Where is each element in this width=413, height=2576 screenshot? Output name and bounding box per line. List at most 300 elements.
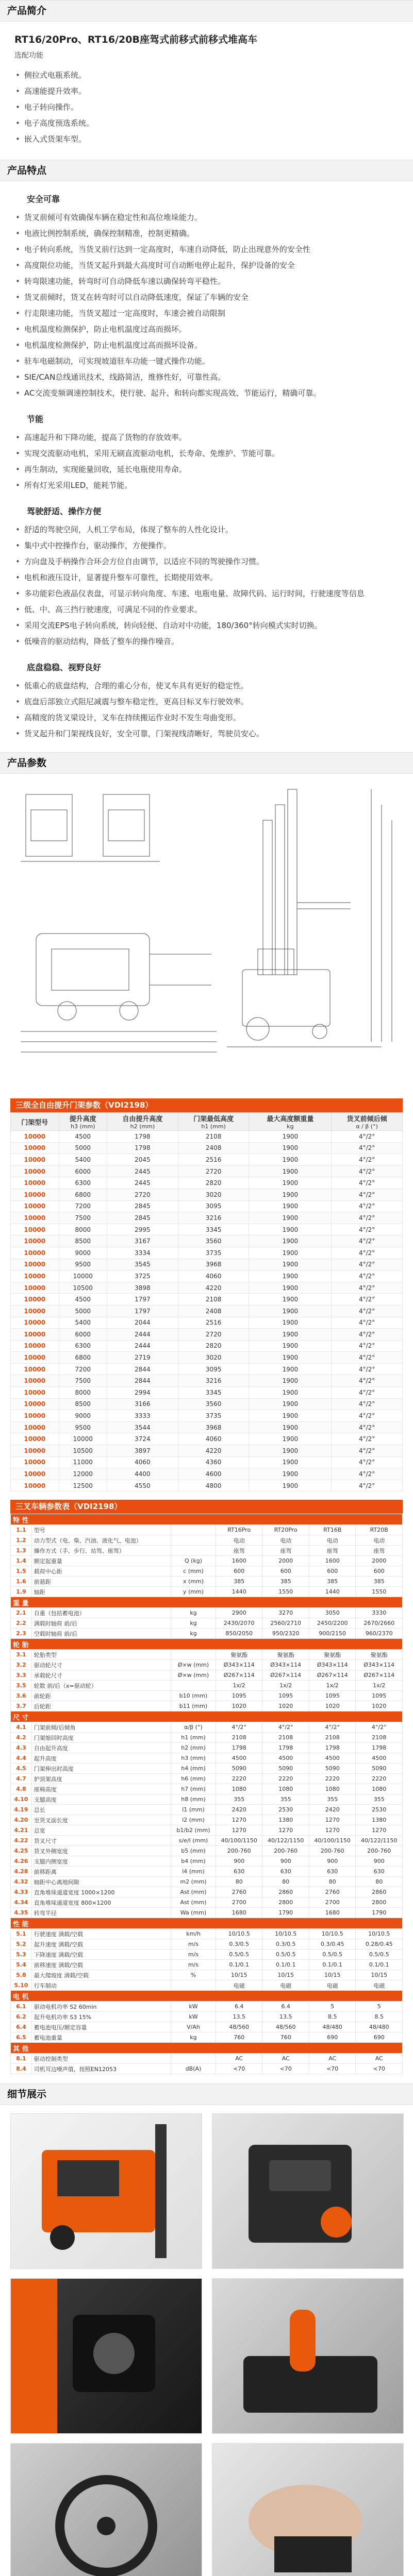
spec-table-cell: 4.20 bbox=[11, 1815, 32, 1825]
mast-table-cell: 3345 bbox=[178, 1224, 249, 1235]
mast-table-cell: 3968 bbox=[178, 1259, 249, 1270]
spec-table-cell: 最大爬坡度 满载/空载 bbox=[31, 1970, 171, 1980]
spec-table-cell: m/s bbox=[171, 1950, 216, 1960]
spec-group-title: 特 性 bbox=[11, 1514, 403, 1525]
mast-table-cell: 8500 bbox=[59, 1398, 107, 1410]
spec-table-cell: RT16B bbox=[309, 1525, 356, 1535]
spec-table-cell: 385 bbox=[216, 1577, 262, 1587]
spec-table-cell: 1440 bbox=[216, 1587, 262, 1597]
spec-table-cell: <70 bbox=[216, 2064, 262, 2074]
mast-table-row bbox=[11, 1480, 403, 1492]
photo-truck-front bbox=[10, 2113, 202, 2269]
feature-item: • 高度限位功能，当货叉起升到最大高度时可自动断电停止起升，保护设备的安全 bbox=[15, 258, 413, 274]
spec-table-cell: Wa (mm) bbox=[171, 1908, 216, 1918]
mast-header-label: 自由提升高度 bbox=[122, 1115, 163, 1123]
mast-table-row bbox=[11, 1235, 403, 1247]
mast-table-cell: 1900 bbox=[249, 1259, 332, 1270]
mast-table-cell: 10000 bbox=[11, 1247, 59, 1259]
mast-table-title: 三级全自由提升门架参数（VDI2198） bbox=[10, 1098, 403, 1112]
spec-table-cell: 385 bbox=[262, 1577, 309, 1587]
spec-table-title: 三叉车辆参数表（VDI2198） bbox=[10, 1500, 403, 1514]
mast-table-cell: 2408 bbox=[178, 1305, 249, 1317]
spec-table-row bbox=[11, 2002, 403, 2012]
spec-table-cell: 蓄电池电压/额定容量 bbox=[31, 2022, 171, 2032]
mast-table-cell: 2445 bbox=[107, 1165, 178, 1177]
mast-table-cell: 10500 bbox=[59, 1445, 107, 1457]
spec-table-cell: 4.32 bbox=[11, 1877, 32, 1887]
spec-table-cell: 0.3/0.5 bbox=[216, 1939, 262, 1950]
mast-table-cell: 3968 bbox=[178, 1421, 249, 1433]
mast-table-cell: 10000 bbox=[11, 1480, 59, 1492]
mast-table-cell: 1900 bbox=[249, 1456, 332, 1468]
mast-table-cell: 1900 bbox=[249, 1247, 332, 1259]
mast-table-cell: 2516 bbox=[178, 1154, 249, 1166]
mast-table-cell: 4°/2° bbox=[332, 1421, 403, 1433]
spec-table-cell: 1.6 bbox=[11, 1577, 32, 1587]
spec-table-cell: 355 bbox=[262, 1794, 309, 1805]
spec-table-cell: 760 bbox=[262, 2032, 309, 2043]
spec-table-cell: m2 (mm) bbox=[171, 1877, 216, 1887]
feature-item: • 货叉起升和门架视线良好，安全可靠，门架视线清晰好，驾驶员安心。 bbox=[15, 726, 413, 742]
spec-table-cell: 0.1/0.1 bbox=[309, 1960, 356, 1970]
spec-table-cell: Ø267×114 bbox=[309, 1670, 356, 1681]
spec-table-cell: 4.21 bbox=[11, 1825, 32, 1836]
mast-table-cell: 10000 bbox=[11, 1165, 59, 1177]
spec-table-cell: 1380 bbox=[356, 1815, 403, 1825]
feature-item: • 驻车电磁制动，可实现坡道驻车功能一键式操作功能。 bbox=[15, 353, 413, 369]
spec-table-cell: 1270 bbox=[309, 1825, 356, 1836]
spec-table-cell: 0.1/0.1 bbox=[262, 1960, 309, 1970]
mast-table-cell: 2719 bbox=[107, 1352, 178, 1364]
spec-table-cell: 10/10.5 bbox=[309, 1929, 356, 1939]
spec-table-cell: 2800 bbox=[356, 1897, 403, 1908]
mast-table-cell: 3544 bbox=[107, 1421, 178, 1433]
spec-table-cell: 轮胎类型 bbox=[31, 1650, 171, 1660]
spec-table-row bbox=[11, 1794, 403, 1805]
mast-header-unit: h3 (mm) bbox=[71, 1123, 95, 1130]
mast-table-cell: 2720 bbox=[178, 1329, 249, 1341]
mast-table-row bbox=[11, 1445, 403, 1457]
mast-table-cell: 1900 bbox=[249, 1317, 332, 1329]
mast-table-row bbox=[11, 1387, 403, 1399]
spec-group-header bbox=[11, 1597, 403, 1608]
mast-table-cell: 8000 bbox=[59, 1387, 107, 1399]
spec-table-cell: AC bbox=[309, 2054, 356, 2064]
mast-table-row bbox=[11, 1294, 403, 1306]
mast-table-row bbox=[11, 1131, 403, 1143]
mast-table-cell: 2408 bbox=[178, 1142, 249, 1154]
mast-table-cell: 4°/2° bbox=[332, 1131, 403, 1143]
spec-table-cell: 前移距离 bbox=[31, 1867, 171, 1877]
mast-table-cell: 9500 bbox=[59, 1421, 107, 1433]
spec-table-cell: 4500 bbox=[309, 1753, 356, 1764]
spec-table-cell: 600 bbox=[356, 1566, 403, 1577]
spec-table-cell: Ø267×114 bbox=[262, 1670, 309, 1681]
spec-table-cell: 1790 bbox=[262, 1908, 309, 1918]
spec-table-row bbox=[11, 1650, 403, 1660]
mast-table-row bbox=[11, 1142, 403, 1154]
mast-table-row bbox=[11, 1340, 403, 1352]
mast-table-cell: 4060 bbox=[107, 1456, 178, 1468]
mast-table-cell: 10000 bbox=[11, 1433, 59, 1445]
spec-table-cell: 2220 bbox=[356, 1774, 403, 1784]
mast-table-cell: 10000 bbox=[11, 1352, 59, 1364]
mast-table-cell: 1900 bbox=[249, 1468, 332, 1480]
spec-group-title: 轮 胎 bbox=[11, 1639, 403, 1650]
mast-table-cell: 4°/2° bbox=[332, 1235, 403, 1247]
spec-table-cell: 座驾 bbox=[262, 1546, 309, 1556]
spec-table-cell: 1095 bbox=[309, 1691, 356, 1701]
mast-header-label: 门架型号 bbox=[21, 1118, 48, 1127]
mast-table-cell: 4800 bbox=[178, 1480, 249, 1492]
spec-table-cell: 4500 bbox=[216, 1753, 262, 1764]
mast-table-row bbox=[11, 1317, 403, 1329]
mast-table-cell: 1900 bbox=[249, 1282, 332, 1294]
mast-table-row bbox=[11, 1177, 403, 1189]
overview-bullet: • 高速能提升效率。 bbox=[15, 83, 413, 99]
spec-table-cell bbox=[171, 1681, 216, 1691]
spec-group-header bbox=[11, 1639, 403, 1650]
mast-table-row bbox=[11, 1305, 403, 1317]
mast-table-cell: 1900 bbox=[249, 1294, 332, 1306]
feature-item: • AC交流变频调速控制技术，使行驶、起升、和转向都实现高效、节能运行，精确可靠。 bbox=[15, 385, 413, 401]
spec-table-cell: kg bbox=[171, 1618, 216, 1629]
spec-group-header bbox=[11, 2043, 403, 2054]
mast-table-cell: 4°/2° bbox=[332, 1305, 403, 1317]
feature-list bbox=[0, 522, 413, 650]
spec-table-cell: Ast (mm) bbox=[171, 1887, 216, 1897]
mast-table-cell: 1900 bbox=[249, 1375, 332, 1387]
mast-table-row bbox=[11, 1189, 403, 1200]
mast-table-cell: 1797 bbox=[107, 1305, 178, 1317]
spec-table-cell: 行车制动 bbox=[31, 1980, 171, 1991]
spec-table-row bbox=[11, 1587, 403, 1597]
spec-table-cell: 1020 bbox=[309, 1701, 356, 1711]
photo-hand-on-lever bbox=[212, 2443, 404, 2576]
mast-table-cell: 4°/2° bbox=[332, 1352, 403, 1364]
mast-table-cell: 10000 bbox=[11, 1212, 59, 1224]
spec-table-cell: 4.35 bbox=[11, 1908, 32, 1918]
spec-table-cell: h4 (mm) bbox=[171, 1764, 216, 1774]
mast-table-cell: 10000 bbox=[11, 1177, 59, 1189]
spec-table-row bbox=[11, 1836, 403, 1846]
spec-table-cell: 1550 bbox=[262, 1587, 309, 1597]
mast-table-cell: 10000 bbox=[11, 1317, 59, 1329]
mast-table-cell: 1900 bbox=[249, 1142, 332, 1154]
feature-item: • 电机温度检测保护，防止电机温度过高而损坏。 bbox=[15, 321, 413, 337]
mast-table-cell: 4600 bbox=[178, 1468, 249, 1480]
spec-table-cell: 10/10.5 bbox=[216, 1929, 262, 1939]
spec-table-cell: 至货叉面长度 bbox=[31, 1815, 171, 1825]
spec-table-row bbox=[11, 1546, 403, 1556]
feature-list bbox=[0, 210, 413, 401]
spec-group-title: 性 能 bbox=[11, 1918, 403, 1929]
mast-table-cell: 1900 bbox=[249, 1200, 332, 1212]
spec-table-cell: 600 bbox=[262, 1566, 309, 1577]
mast-table-cell: 1900 bbox=[249, 1305, 332, 1317]
spec-table-cell: 1.2 bbox=[11, 1535, 32, 1546]
mast-table-cell: 3167 bbox=[107, 1235, 178, 1247]
spec-table-cell: 10/15 bbox=[216, 1970, 262, 1980]
spec-table-cell: 2420 bbox=[216, 1805, 262, 1815]
mast-table-cell: 6000 bbox=[59, 1165, 107, 1177]
spec-table-cell: 0.5/0.5 bbox=[216, 1950, 262, 1960]
spec-table-cell: b5 (mm) bbox=[171, 1846, 216, 1856]
mast-table-cell: 2108 bbox=[178, 1294, 249, 1306]
mast-table-cell: 4°/2° bbox=[332, 1445, 403, 1457]
mast-table-cell: 8500 bbox=[59, 1235, 107, 1247]
spec-table-cell: 载荷中心距 bbox=[31, 1566, 171, 1577]
spec-table-cell bbox=[171, 1546, 216, 1556]
mast-table-cell: 2444 bbox=[107, 1329, 178, 1341]
spec-table-cell: 1080 bbox=[262, 1784, 309, 1794]
spec-table-cell: 6.5 bbox=[11, 2032, 32, 2043]
spec-table-cell: 总宽 bbox=[31, 1825, 171, 1836]
spec-table-cell: 5 bbox=[356, 2002, 403, 2012]
mast-table-cell: 7200 bbox=[59, 1363, 107, 1375]
spec-table-cell: Ø267×114 bbox=[356, 1670, 403, 1681]
spec-table-cell: 型号 bbox=[31, 1525, 171, 1535]
mast-table-cell: 6800 bbox=[59, 1352, 107, 1364]
spec-table-cell: 1798 bbox=[356, 1743, 403, 1753]
mast-table-row bbox=[11, 1363, 403, 1375]
overview-bullet: • 电子高度预选系统。 bbox=[15, 115, 413, 131]
mast-table-row bbox=[11, 1329, 403, 1341]
mast-table-cell: 10000 bbox=[11, 1270, 59, 1282]
spec-table-cell: 6.4 bbox=[262, 2002, 309, 2012]
mast-table-cell: 10000 bbox=[11, 1375, 59, 1387]
spec-table-cell: 电磁 bbox=[262, 1980, 309, 1991]
spec-table-cell: 货叉尺寸 bbox=[31, 1836, 171, 1846]
spec-group-header bbox=[11, 1918, 403, 1929]
feature-item: • 采用交流EPS电子转向系统，转向轻便、自动对中功能，180/360°转向模式实时切换。 bbox=[15, 618, 413, 634]
mast-table-cell: 1797 bbox=[107, 1294, 178, 1306]
mast-table-cell: 12000 bbox=[59, 1468, 107, 1480]
spec-table-cell: 8.5 bbox=[309, 2012, 356, 2022]
spec-table-cell: 5.1 bbox=[11, 1929, 32, 1939]
mast-table-cell: 3897 bbox=[107, 1445, 178, 1457]
mast-table-cell: 3020 bbox=[178, 1352, 249, 1364]
spec-table-cell: 电动 bbox=[356, 1535, 403, 1546]
mast-table-cell: 1900 bbox=[249, 1154, 332, 1166]
spec-table-cell: 2108 bbox=[216, 1733, 262, 1743]
features-groups bbox=[0, 181, 413, 742]
spec-table-cell: 护顶架高度 bbox=[31, 1774, 171, 1784]
overview-bullet: • 侧拉式电瓶系统。 bbox=[15, 67, 413, 83]
mast-table-cell: 4°/2° bbox=[332, 1200, 403, 1212]
spec-table-cell: km/h bbox=[171, 1929, 216, 1939]
spec-table-cell: 40/122/1150 bbox=[356, 1836, 403, 1846]
mast-table-cell: 3166 bbox=[107, 1398, 178, 1410]
spec-table-cell: h6 (mm) bbox=[171, 1774, 216, 1784]
mast-table-cell: 10000 bbox=[11, 1305, 59, 1317]
spec-table-cell: Q (kg) bbox=[171, 1556, 216, 1566]
spec-table-cell: 4.3 bbox=[11, 1743, 32, 1753]
mast-table-cell: 9000 bbox=[59, 1247, 107, 1259]
spec-table-cell: 6.4 bbox=[11, 2022, 32, 2032]
spec-table-cell: 起升电机功率 S3 15% bbox=[31, 2012, 171, 2022]
spec-table-cell: 聚氨酯 bbox=[216, 1650, 262, 1660]
spec-table-cell: 1x/2 bbox=[356, 1681, 403, 1691]
mast-table-cell: 10500 bbox=[59, 1282, 107, 1294]
mast-table-cell: 10000 bbox=[59, 1270, 107, 1282]
mast-table-cell: 3333 bbox=[107, 1410, 178, 1422]
mast-table-cell: 3560 bbox=[178, 1235, 249, 1247]
overview-section bbox=[0, 0, 413, 147]
spec-table-cell: 40/100/1150 bbox=[216, 1836, 262, 1846]
mast-table-cell: 4500 bbox=[59, 1294, 107, 1306]
mast-table-cell: 2820 bbox=[178, 1177, 249, 1189]
spec-table-cell: 48/480 bbox=[356, 2022, 403, 2032]
spec-table-cell: 48/560 bbox=[262, 2022, 309, 2032]
mast-table-cell: 10000 bbox=[11, 1387, 59, 1399]
spec-group-title: 其 他 bbox=[11, 2043, 403, 2054]
mast-table-cell: 10000 bbox=[11, 1456, 59, 1468]
spec-table-cell: 操作方式（手、步行、站驾、座驾） bbox=[31, 1546, 171, 1556]
spec-table-row bbox=[11, 1970, 403, 1980]
model-name: RT16/20Pro、RT16/20B座驾式前移式前移式堆高车 bbox=[14, 34, 257, 45]
mast-table-cell: 10000 bbox=[59, 1433, 107, 1445]
spec-table-cell: 900 bbox=[356, 1856, 403, 1867]
mast-table bbox=[10, 1112, 403, 1492]
mast-table-row bbox=[11, 1224, 403, 1235]
spec-table-cell: c (mm) bbox=[171, 1566, 216, 1577]
spec-table-cell: 轮数 前/后（x=驱动轮） bbox=[31, 1681, 171, 1691]
mast-table-cell: 2845 bbox=[107, 1200, 178, 1212]
mast-header-unit: kg bbox=[287, 1123, 294, 1130]
spec-table-cell: 1020 bbox=[262, 1701, 309, 1711]
mast-table-cell: 1798 bbox=[107, 1142, 178, 1154]
spec-table-row bbox=[11, 1867, 403, 1877]
spec-table-cell: 690 bbox=[356, 2032, 403, 2043]
spec-table-row bbox=[11, 1556, 403, 1566]
spec-table-row bbox=[11, 1846, 403, 1856]
spec-table-cell: 座驾 bbox=[309, 1546, 356, 1556]
spec-table-cell: 960/2370 bbox=[356, 1629, 403, 1639]
mast-table-cell: 10000 bbox=[11, 1154, 59, 1166]
spec-table-cell: 3.3 bbox=[11, 1670, 32, 1681]
mast-table-row bbox=[11, 1421, 403, 1433]
spec-table-cell: 1095 bbox=[216, 1691, 262, 1701]
spec-table-cell: 1798 bbox=[309, 1743, 356, 1753]
spec-table-cell: 1x/2 bbox=[216, 1681, 262, 1691]
spec-table-cell: α/β (°) bbox=[171, 1722, 216, 1733]
dimension-diagram bbox=[10, 774, 403, 1098]
spec-table-cell: 直角堆垛通道宽度 1000×1200 bbox=[31, 1887, 171, 1897]
spec-table-cell: Ø343×114 bbox=[216, 1660, 262, 1670]
spec-table-cell: 2108 bbox=[262, 1733, 309, 1743]
mast-table-cell: 4°/2° bbox=[332, 1433, 403, 1445]
spec-group-header bbox=[11, 1991, 403, 2002]
spec-table-row bbox=[11, 1939, 403, 1950]
params-section bbox=[0, 752, 413, 2074]
spec-table-row bbox=[11, 1691, 403, 1701]
spec-table-cell: 4.2 bbox=[11, 1733, 32, 1743]
mast-table-header bbox=[11, 1113, 403, 1131]
mast-table-cell: 2720 bbox=[107, 1189, 178, 1200]
spec-table-cell: 1080 bbox=[309, 1784, 356, 1794]
spec-table-cell: 直角堆垛通道宽度 800×1200 bbox=[31, 1897, 171, 1908]
feature-item: • 低重心的底盘结构，合理的重心分布，使叉车具有更好的稳定性。 bbox=[15, 678, 413, 694]
mast-table-cell: 9500 bbox=[59, 1259, 107, 1270]
mast-table-cell: 7500 bbox=[59, 1212, 107, 1224]
mast-table-cell: 4°/2° bbox=[332, 1247, 403, 1259]
spec-table-cell: l1 (mm) bbox=[171, 1805, 216, 1815]
spec-table-cell: 6.2 bbox=[11, 2012, 32, 2022]
spec-table-row bbox=[11, 1805, 403, 1815]
spec-table-cell: 48/560 bbox=[216, 2022, 262, 2032]
spec-table-cell: 1270 bbox=[356, 1825, 403, 1836]
spec-table-cell: 1080 bbox=[356, 1784, 403, 1794]
mast-table-cell: 3725 bbox=[107, 1270, 178, 1282]
mast-table-cell: 4°/2° bbox=[332, 1142, 403, 1154]
spec-table-cell: 1020 bbox=[216, 1701, 262, 1711]
spec-table-cell: 货叉外侧宽度 bbox=[31, 1846, 171, 1856]
spec-table-cell: 1600 bbox=[216, 1556, 262, 1566]
spec-table-cell: 3270 bbox=[262, 1608, 309, 1618]
spec-table-row bbox=[11, 1733, 403, 1743]
mast-table-cell: 4°/2° bbox=[332, 1189, 403, 1200]
feature-item: • 电机温度检测保护，防止电机温度过高而损坏设备。 bbox=[15, 337, 413, 353]
spec-table-cell: 5090 bbox=[262, 1764, 309, 1774]
spec-table-cell: 2900 bbox=[216, 1608, 262, 1618]
mast-table-cell: 12500 bbox=[59, 1480, 107, 1492]
spec-table-cell: y (mm) bbox=[171, 1587, 216, 1597]
spec-table-cell bbox=[171, 1650, 216, 1660]
spec-table-cell: 1440 bbox=[309, 1587, 356, 1597]
spec-table-cell: 5.3 bbox=[11, 1950, 32, 1960]
photo-operator-cab bbox=[212, 2113, 404, 2269]
feature-item: • 电机和液压设计，显著提升整车可靠性，长期使用效率。 bbox=[15, 570, 413, 586]
spec-table-row bbox=[11, 2032, 403, 2043]
spec-table-cell: Ø343×114 bbox=[262, 1660, 309, 1670]
spec-table-cell: 13.5 bbox=[216, 2012, 262, 2022]
spec-table-row bbox=[11, 1856, 403, 1867]
mast-table-cell: 10000 bbox=[11, 1398, 59, 1410]
mast-table-cell: 2994 bbox=[107, 1387, 178, 1399]
spec-table-cell: 385 bbox=[309, 1577, 356, 1587]
spec-table-cell: RT20B bbox=[356, 1525, 403, 1535]
spec-table-cell: RT20Pro bbox=[262, 1525, 309, 1535]
spec-table-cell: % bbox=[171, 1970, 216, 1980]
spec-table-cell: 5.8 bbox=[11, 1970, 32, 1980]
spec-table-cell: 2670/2660 bbox=[356, 1618, 403, 1629]
spec-table-cell: 2000 bbox=[262, 1556, 309, 1566]
mast-table-cell: 4400 bbox=[107, 1468, 178, 1480]
mast-table-cell: 10000 bbox=[11, 1259, 59, 1270]
spec-table-cell: 动力型式（电、柴、汽油、液化气、电池） bbox=[31, 1535, 171, 1546]
spec-table-cell: 4.1 bbox=[11, 1722, 32, 1733]
spec-table-cell: 4500 bbox=[356, 1753, 403, 1764]
spec-table-cell: 电动 bbox=[216, 1535, 262, 1546]
feature-item: • 货叉前倾时，货叉在转弯时可以自动降低速度，保证了车辆的安全 bbox=[15, 290, 413, 306]
spec-table-cell: b1/b2 (mm) bbox=[171, 1825, 216, 1836]
spec-table-cell: 900 bbox=[216, 1856, 262, 1867]
spec-table-cell bbox=[171, 1525, 216, 1535]
photo-steering-wheel bbox=[10, 2443, 202, 2576]
mast-table-row bbox=[11, 1375, 403, 1387]
mast-table-cell: 1900 bbox=[249, 1270, 332, 1282]
mast-table-cell: 1798 bbox=[107, 1131, 178, 1143]
mast-table-cell: 10000 bbox=[11, 1329, 59, 1341]
spec-table-cell: 2220 bbox=[309, 1774, 356, 1784]
mast-table-cell: 1900 bbox=[249, 1165, 332, 1177]
spec-table-cell: h7 (mm) bbox=[171, 1784, 216, 1794]
mast-table-row bbox=[11, 1165, 403, 1177]
model-subtitle: 选配功能 bbox=[14, 52, 43, 60]
mast-table-cell: 4060 bbox=[178, 1433, 249, 1445]
spec-table-row bbox=[11, 1877, 403, 1887]
